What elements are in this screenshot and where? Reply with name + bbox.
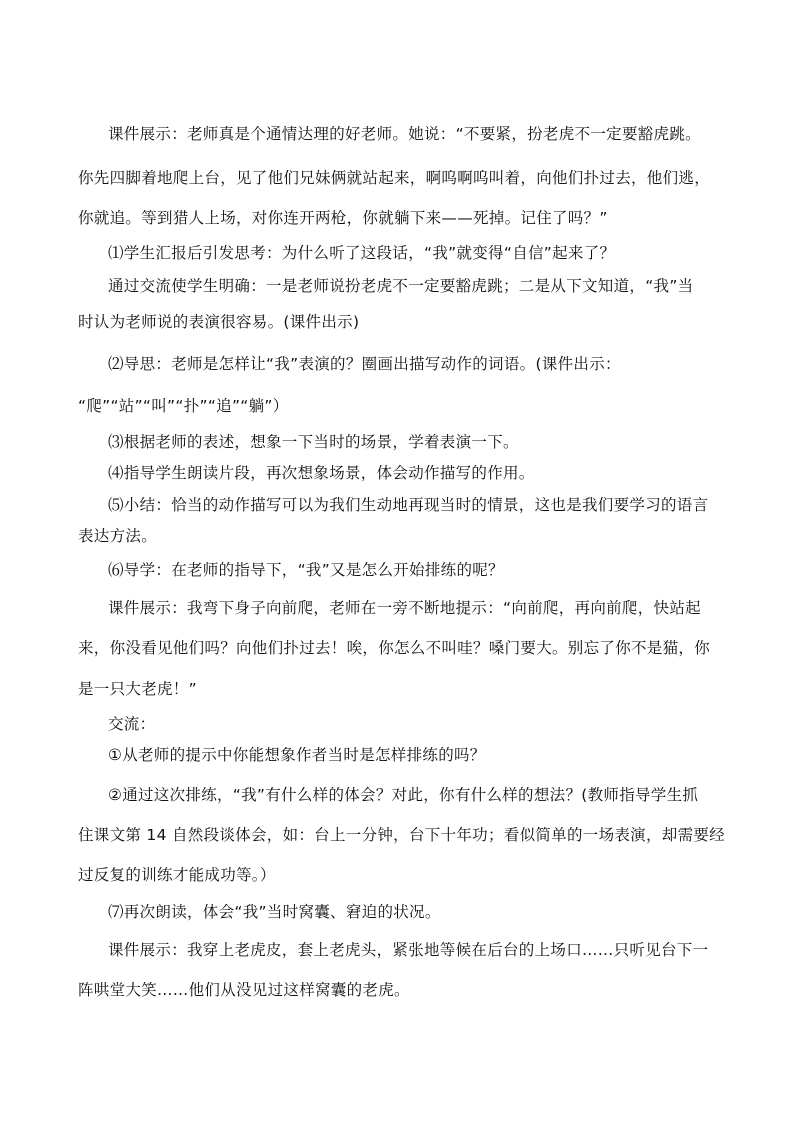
paragraph-line: ②通过这次排练，“我”有什么样的体会？对此，你有什么样的想法？(教师指导学生抓 bbox=[108, 786, 699, 804]
paragraph-line: ⑸小结：恰当的动作描写可以为我们生动地再现当时的情景，这也是我们要学习的语言 bbox=[108, 496, 709, 514]
paragraph-line: 是一只大老虎！” bbox=[78, 680, 197, 698]
paragraph-line: 课件展示：我弯下身子向前爬，老师在一旁不断地提示：“向前爬，再向前爬，快站起 bbox=[108, 599, 701, 617]
paragraph-line: 课件展示：老师真是个通情达理的好老师。她说：“不要紧，扮老虎不一定要豁虎跳。 bbox=[108, 125, 701, 143]
paragraph-line: 过反复的训练才能成功等。） bbox=[78, 866, 276, 884]
paragraph-line: 表达方法。 bbox=[78, 527, 158, 545]
paragraph-line: ⑴学生汇报后引发思考：为什么听了这段话，“我”就变得“自信”起来了？ bbox=[108, 244, 616, 262]
paragraph-line: ⑹导学：在老师的指导下，“我”又是怎么开始排练的呢？ bbox=[108, 561, 504, 579]
paragraph-line: 来，你没看见他们吗？向他们扑过去！唉，你怎么不叫哇？嗓门要大。别忘了你不是猫，你 bbox=[78, 639, 711, 657]
paragraph-line: 你先四脚着地爬上台，见了他们兄妹俩就站起来，啊呜啊呜叫着，向他们扑过去，他们逃， bbox=[78, 169, 711, 187]
paragraph-line: ⑷指导学生朗读片段，再次想象场景，体会动作描写的作用。 bbox=[108, 464, 535, 482]
paragraph-line: ①从老师的提示中你能想象作者当时是怎样排练的吗？ bbox=[108, 746, 486, 764]
paragraph-line: 住课文第 14 自然段谈体会，如：台上一分钟，台下十年功；看似简单的一场表演，却需要经 bbox=[78, 826, 725, 844]
paragraph-line: “爬”“站”“叫”“扑”“追”“躺”） bbox=[78, 397, 289, 415]
paragraph-line: 阵哄堂大笑……他们从没见过这样窝囊的老虎。 bbox=[78, 981, 410, 999]
paragraph-line: ⑺再次朗读，体会“我”当时窝囊、窘迫的状况。 bbox=[108, 903, 441, 921]
paragraph-line: 交流： bbox=[108, 715, 156, 733]
paragraph-line: ⑵导思：老师是怎样让“我”表演的？圈画出描写动作的词语。(课件出示： bbox=[108, 355, 621, 373]
paragraph-line: 通过交流使学生明确：一是老师说扮老虎不一定要豁虎跳；二是从下文知道，“我”当 bbox=[108, 277, 694, 295]
paragraph-line: ⑶根据老师的表述，想象一下当时的场景，学着表演一下。 bbox=[108, 433, 519, 451]
paragraph-line: 时认为老师说的表演很容易。(课件出示) bbox=[78, 313, 360, 331]
paragraph-line: 课件展示：我穿上老虎皮，套上老虎头，紧张地等候在后台的上场口……只听见台下一 bbox=[108, 941, 709, 959]
paragraph-line: 你就追。等到猎人上场，对你连开两枪，你就躺下来——死掉。记住了吗？” bbox=[78, 209, 608, 227]
